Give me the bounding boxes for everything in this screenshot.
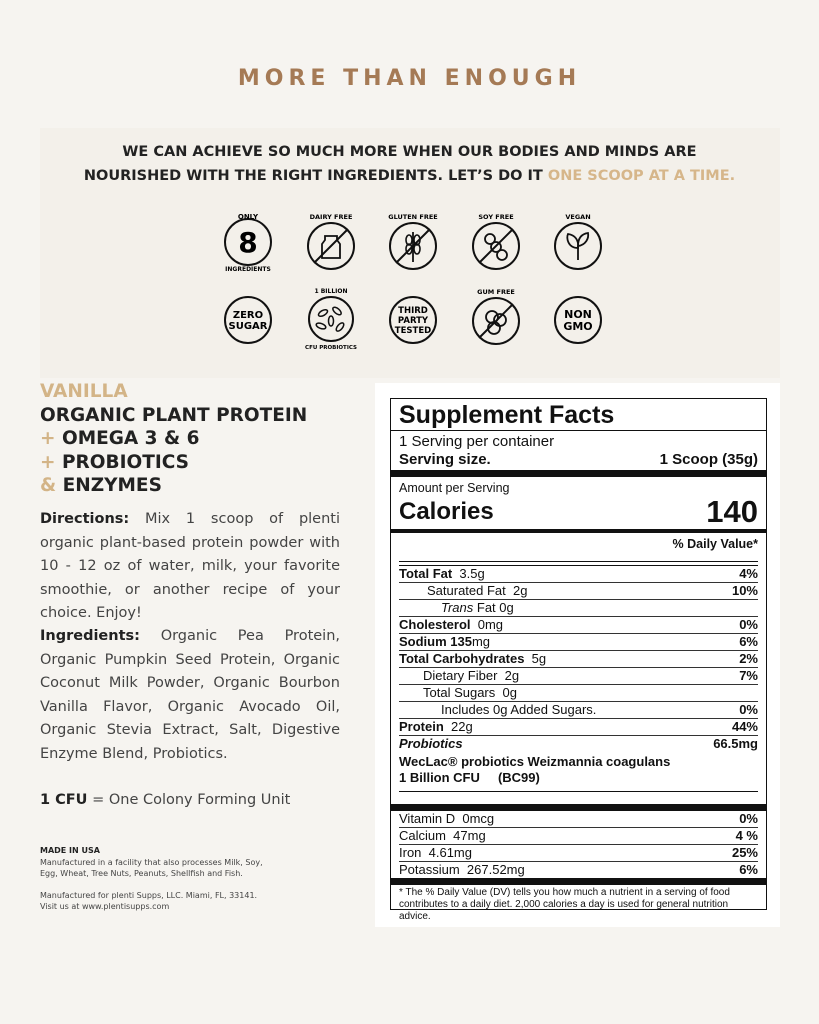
third-label: THIRD	[398, 306, 428, 316]
nutrient-row	[399, 685, 758, 702]
tagline-accent: ONE SCOOP AT A TIME.	[547, 168, 736, 184]
gum-free-icon	[466, 286, 526, 350]
soy-free-label: SOY FREE	[477, 213, 514, 221]
nutrient-dv: 6%	[739, 634, 758, 649]
non-gmo-icon	[548, 286, 608, 350]
nutrient-dv: 44%	[731, 719, 758, 734]
nutrient-name: Total Carbohydrates 5g	[399, 651, 547, 666]
nutrient-name: Protein 22g	[399, 719, 473, 734]
vitamin-name: Iron 4.61mg	[399, 845, 472, 860]
calories-row	[399, 496, 758, 528]
product-line-2	[40, 427, 307, 451]
only-label: ONLY	[237, 213, 259, 221]
tagline-line2	[0, 164, 819, 188]
product-line-1: ORGANIC PLANT PROTEIN	[40, 404, 308, 426]
allergen-line-2: Egg, Wheat, Tree Nuts, Peanuts, Shellfish and Fish.	[40, 869, 243, 878]
only-8-ingredients-icon	[218, 208, 278, 272]
nutrient-name: Total Fat 3.5g	[399, 566, 485, 581]
soy-free-icon	[466, 208, 526, 272]
gluten-free-label: GLUTEN FREE	[388, 213, 438, 221]
third-party-tested-icon	[383, 286, 443, 350]
tested-label: TESTED	[394, 326, 432, 336]
gum-free-label: GUM FREE	[476, 288, 515, 296]
probiotics-value: 66.5mg	[713, 736, 758, 751]
product-line-4-text: ENZYMES	[62, 475, 162, 496]
cfu-row	[399, 770, 758, 786]
product-name	[40, 380, 307, 498]
vitamin-row	[399, 845, 758, 862]
manufacturer-info	[40, 845, 263, 913]
vitamin-name: Calcium 47mg	[399, 828, 486, 843]
cfu-note-text: = One Colony Forming Unit	[92, 792, 291, 808]
vitamin-name: Vitamin D 0mcg	[399, 811, 495, 826]
tagline-line1: WE CAN ACHIEVE SO MUCH MORE WHEN OUR BODIES AND MINDS ARE	[122, 144, 697, 160]
directions-text: Mix 1 scoop of plenti organic plant-based protein powder with 10 - 12 oz of water, milk, your favorite smoothie, or another recipe of your choice. Enjoy!	[40, 511, 341, 621]
amount-per-serving: Amount per Serving	[399, 481, 510, 495]
gluten-free-icon	[383, 208, 443, 272]
tagline-line2-text: NOURISHED WITH THE RIGHT INGREDIENTS. LET’S DO IT	[83, 168, 543, 184]
vitamin-row	[399, 862, 758, 878]
facts-title: Supplement Facts	[399, 401, 615, 429]
footnote: * The % Daily Value (DV) tells you how much a nutrient in a serving of food contributes to a daily diet. 2,000 calories a day is used for general nutrition advice.	[399, 887, 730, 922]
vegan-icon	[548, 208, 608, 272]
nutrient-dv: 7%	[739, 668, 758, 683]
cfu-note-label: 1 CFU	[40, 792, 88, 808]
nutrient-dv: 4%	[739, 566, 758, 581]
non-label: NON	[564, 308, 592, 321]
serving-size-row	[399, 451, 758, 469]
party-label: PARTY	[397, 316, 429, 326]
cfu-amount: 1 Billion CFU (BC99)	[399, 770, 540, 785]
nutrient-dv: 10%	[731, 583, 758, 598]
serving-size-value: 1 Scoop (35g)	[659, 451, 758, 468]
vitamin-name: Potassium 267.52mg	[399, 862, 525, 877]
probiotics-row	[399, 736, 758, 752]
plus-sign: +	[40, 451, 56, 473]
nutrient-name: Includes 0g Added Sugars.	[441, 702, 597, 717]
cfu-bottom-label: CFU PROBIOTICS	[304, 345, 357, 350]
nutrient-row	[399, 600, 758, 617]
nutrient-name: Sodium 135mg	[399, 634, 491, 649]
serving-size-label: Serving size.	[399, 451, 491, 468]
supplement-facts-card	[375, 383, 780, 927]
nutrient-dv: 0%	[739, 617, 758, 632]
weclac-row	[399, 754, 758, 770]
vitamin-dv: 25%	[731, 845, 758, 860]
sugar-label: SUGAR	[228, 321, 268, 332]
nutrient-row	[399, 566, 758, 583]
calories-value: 140	[706, 494, 758, 529]
nutrient-dv: 2%	[739, 651, 758, 666]
supplement-facts-label	[390, 398, 767, 922]
directions-label: Directions:	[40, 511, 130, 527]
ingredients-label: INGREDIENTS	[225, 266, 271, 272]
vitamin-dv: 4 %	[735, 828, 758, 843]
servings-per-container: 1 Serving per container	[399, 433, 555, 450]
tagline	[0, 140, 819, 188]
nutrient-name: Dietary Fiber 2g	[423, 668, 520, 683]
vitamin-dv: 6%	[739, 862, 758, 877]
nutrient-row	[399, 719, 758, 736]
probiotics-icon	[301, 286, 361, 350]
nutrient-rows	[399, 566, 758, 736]
manufacturer-line: Manufactured for plenti Supps, LLC. Miami, FL, 33141.	[40, 890, 258, 900]
ingredients-label: Ingredients:	[40, 628, 140, 644]
directions	[40, 508, 340, 626]
nutrient-row	[399, 617, 758, 634]
gmo-label: GMO	[563, 320, 593, 333]
ingredients	[40, 625, 340, 766]
nutrient-row	[399, 634, 758, 651]
ampersand: &	[40, 475, 57, 496]
nutrient-name: Cholesterol 0mg	[399, 617, 504, 632]
made-in-label: MADE IN USA	[40, 846, 100, 855]
nutrient-row	[399, 702, 758, 719]
nutrient-name: Total Sugars 0g	[423, 685, 517, 700]
zero-label: ZERO	[232, 310, 264, 321]
website-line: Visit us at www.plentisupps.com	[40, 902, 170, 911]
product-line-3-text: PROBIOTICS	[61, 451, 189, 473]
product-line-3	[40, 451, 307, 475]
product-line-4	[40, 474, 307, 498]
cfu-top-label: 1 BILLION	[313, 288, 348, 295]
nutrient-name: Trans Fat 0g	[441, 600, 514, 615]
calories-label: Calories	[399, 498, 494, 525]
dairy-free-label: DAIRY FREE	[309, 213, 352, 221]
nutrient-row	[399, 651, 758, 668]
weclac-name: WecLac® probiotics Weizmannia coagulans	[399, 754, 671, 769]
flavor: VANILLA	[40, 381, 128, 402]
vitamin-row	[399, 811, 758, 828]
zero-sugar-icon	[218, 286, 278, 350]
vegan-label: VEGAN	[565, 213, 591, 221]
cfu-note	[40, 789, 340, 813]
vitamin-rows	[399, 811, 758, 878]
product-line-2-text: OMEGA 3 & 6	[61, 428, 200, 449]
page-title: MORE THAN ENOUGH	[237, 66, 582, 91]
nutrient-name: Saturated Fat 2g	[427, 583, 528, 598]
only-number: 8	[238, 226, 258, 259]
probiotics-label: Probiotics	[399, 736, 463, 751]
allergen-line-1: Manufactured in a facility that also processes Milk, Soy,	[40, 857, 263, 867]
nutrient-row	[399, 668, 758, 685]
nutrient-dv: 0%	[739, 702, 758, 717]
vitamin-row	[399, 828, 758, 845]
nutrient-row	[399, 583, 758, 600]
dairy-free-icon	[301, 208, 361, 272]
ingredients-text: Organic Pea Protein, Organic Pumpkin Seed Protein, Organic Coconut Milk Powder, Organic Bourbon Vanilla Flavor, Organic Avocado Oil, Organic Stevia Extract, Salt, Digestive Enzyme Blend, Probiotics.	[40, 628, 341, 762]
daily-value-header: % Daily Value*	[672, 537, 758, 551]
plus-sign: +	[40, 428, 56, 449]
badge-grid	[218, 208, 608, 364]
vitamin-dv: 0%	[739, 811, 758, 826]
